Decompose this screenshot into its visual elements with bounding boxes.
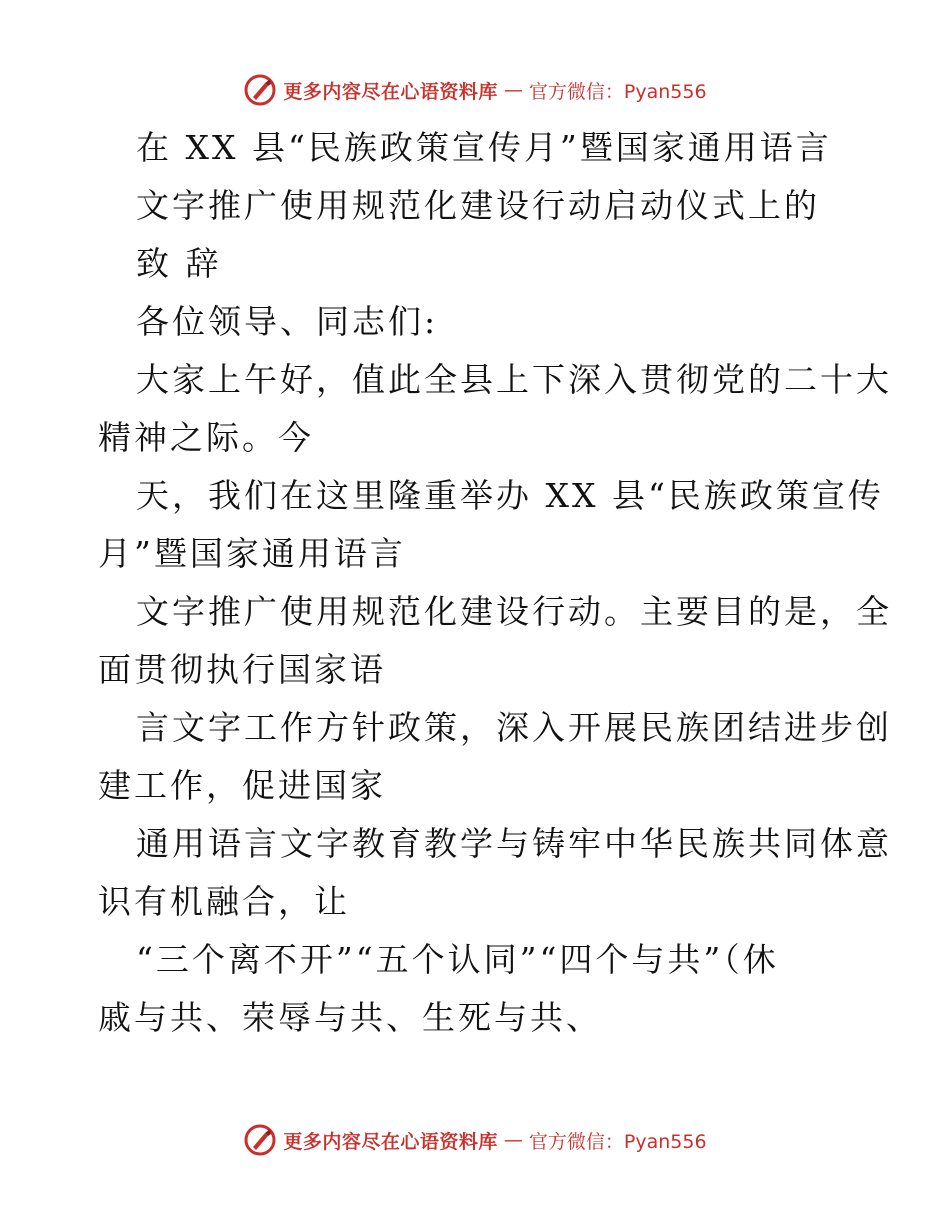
body-line: 面贯彻执行国家语 bbox=[98, 650, 386, 689]
body-line: “三个离不开”“五个认同”“四个与共”（休 bbox=[136, 940, 779, 979]
body-line: 言文字工作方针政策，深入开展民族团结进步创 bbox=[136, 708, 892, 747]
header-watermark bbox=[0, 70, 950, 110]
watermark-separator: — bbox=[503, 1129, 523, 1151]
body-line: 精神之际。今 bbox=[98, 418, 314, 457]
title-line-2: 文字推广使用规范化建设行动启动仪式上的 bbox=[136, 186, 820, 225]
body-line: 月”暨国家通用语言 bbox=[98, 534, 406, 573]
watermark-separator: — bbox=[503, 79, 523, 101]
title-line-1: 在 XX 县“民族政策宣传月”暨国家通用语言 bbox=[136, 128, 832, 167]
pen-nib-logo-icon bbox=[243, 1123, 277, 1157]
title-line-3: 致 辞 bbox=[136, 244, 222, 283]
salutation: 各位领导、同志们: bbox=[136, 302, 439, 341]
watermark-brand-text: 更多内容尽在心语资料库 bbox=[283, 80, 498, 103]
body-line: 建工作，促进国家 bbox=[98, 766, 386, 805]
watermark-wechat-text: 官方微信：Pyan556 bbox=[528, 1130, 707, 1153]
watermark-wechat-text: 官方微信：Pyan556 bbox=[528, 80, 707, 103]
body-line: 戚与共、荣辱与共、生死与共、 bbox=[98, 998, 602, 1037]
body-line: 大家上午好，值此全县上下深入贯彻党的二十大 bbox=[136, 360, 892, 399]
body-line: 文字推广使用规范化建设行动。主要目的是，全 bbox=[136, 592, 892, 631]
pen-nib-logo-icon bbox=[243, 73, 277, 107]
body-line: 识有机融合，让 bbox=[98, 882, 350, 921]
footer-watermark bbox=[0, 1120, 950, 1160]
watermark-brand-text: 更多内容尽在心语资料库 bbox=[283, 1130, 498, 1153]
body-line: 天，我们在这里隆重举办 XX 县“民族政策宣传 bbox=[136, 476, 884, 515]
body-line: 通用语言文字教育教学与铸牢中华民族共同体意 bbox=[136, 824, 892, 863]
